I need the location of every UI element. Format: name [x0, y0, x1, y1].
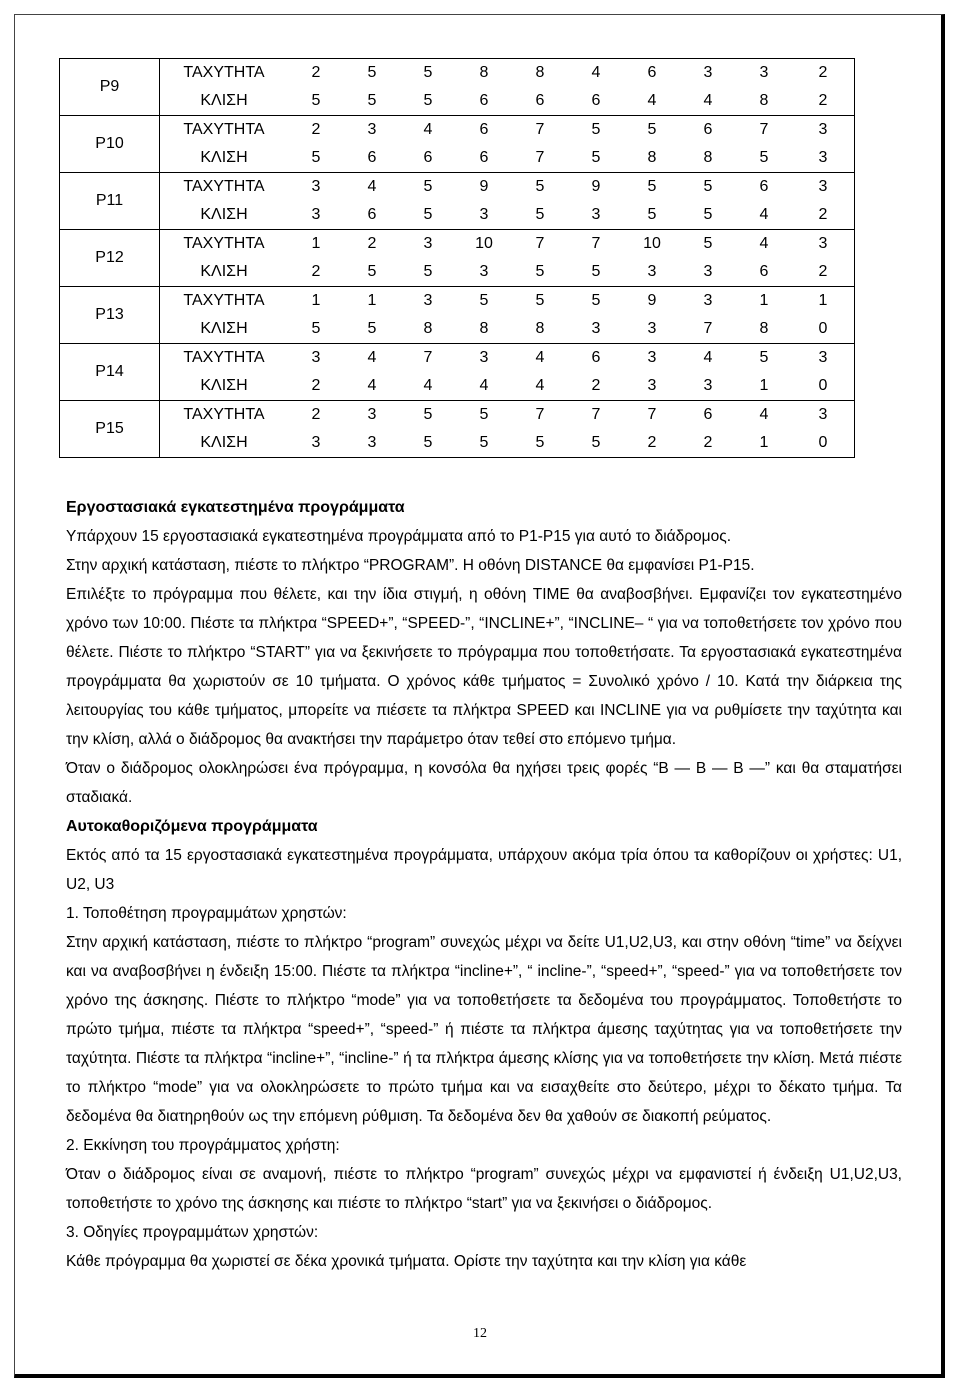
speed-label: ΤΑΧΥΤΗΤΑ — [160, 230, 289, 259]
incline-value: 0 — [792, 372, 855, 401]
speed-value: 6 — [680, 116, 736, 145]
incline-value: 6 — [512, 87, 568, 116]
incline-value: 3 — [456, 258, 512, 287]
page-number: 12 — [473, 1326, 487, 1341]
incline-value: 5 — [400, 87, 456, 116]
speed-value: 2 — [344, 230, 400, 259]
speed-value: 2 — [288, 59, 344, 88]
incline-value: 1 — [736, 372, 792, 401]
incline-label: ΚΛΙΣΗ — [160, 429, 289, 458]
speed-value: 3 — [456, 344, 512, 373]
incline-value: 5 — [568, 144, 624, 173]
speed-value: 3 — [792, 173, 855, 202]
incline-value: 8 — [400, 315, 456, 344]
speed-label: ΤΑΧΥΤΗΤΑ — [160, 116, 289, 145]
incline-value: 3 — [792, 144, 855, 173]
speed-value: 6 — [624, 59, 680, 88]
incline-label: ΚΛΙΣΗ — [160, 87, 289, 116]
table-row — [60, 315, 855, 344]
speed-value: 5 — [400, 59, 456, 88]
paragraph: Όταν ο διάδρομος ολοκληρώσει ένα πρόγραμμα, η κονσόλα θα ηχήσει τρεις φορές “B — B — B —” και θα σταματήσει σταδιακά. — [66, 760, 902, 806]
incline-value: 3 — [680, 258, 736, 287]
program-name: P14 — [60, 344, 160, 401]
speed-value: 5 — [456, 401, 512, 430]
incline-value: 6 — [568, 87, 624, 116]
incline-value: 4 — [680, 87, 736, 116]
incline-value: 1 — [736, 429, 792, 458]
incline-value: 5 — [512, 258, 568, 287]
speed-value: 9 — [456, 173, 512, 202]
incline-label: ΚΛΙΣΗ — [160, 372, 289, 401]
incline-value: 4 — [344, 372, 400, 401]
paragraph: Όταν ο διάδρομος είναι σε αναμονή, πιέστε το πλήκτρο “program” συνεχώς μέχρι να εμφανιστεί ή ένδειξη U1,U2,U3, τοποθετήστε το χρόνο της άσκησης και πιέστε το πλήκτρο “start” για να ξεκινήσει ο διάδρομος. — [66, 1166, 902, 1212]
speed-value: 5 — [512, 287, 568, 316]
incline-value: 5 — [344, 258, 400, 287]
speed-value: 3 — [792, 344, 855, 373]
speed-value: 3 — [680, 59, 736, 88]
speed-label: ΤΑΧΥΤΗΤΑ — [160, 287, 289, 316]
table-row — [60, 258, 855, 287]
incline-value: 8 — [736, 315, 792, 344]
paragraph: Κάθε πρόγραμμα θα χωριστεί σε δέκα χρονικά τμήματα. Ορίστε την ταχύτητα και την κλίση για κάθε — [66, 1253, 747, 1270]
speed-value: 6 — [736, 173, 792, 202]
factory-programs-heading: Εργοστασιακά εγκατεστημένα προγράμματα — [66, 499, 405, 516]
speed-value: 1 — [736, 287, 792, 316]
list-item: 2. Εκκίνηση του προγράμματος χρήστη: — [66, 1137, 340, 1154]
incline-value: 5 — [568, 429, 624, 458]
incline-value: 4 — [624, 87, 680, 116]
incline-value: 2 — [624, 429, 680, 458]
incline-value: 0 — [792, 429, 855, 458]
speed-value: 3 — [400, 230, 456, 259]
table-row — [60, 87, 855, 116]
speed-value: 3 — [288, 344, 344, 373]
incline-value: 8 — [680, 144, 736, 173]
incline-value: 4 — [456, 372, 512, 401]
incline-value: 5 — [680, 201, 736, 230]
speed-value: 7 — [512, 116, 568, 145]
incline-value: 2 — [792, 258, 855, 287]
incline-value: 2 — [792, 201, 855, 230]
speed-value: 7 — [568, 401, 624, 430]
speed-value: 2 — [288, 116, 344, 145]
speed-value: 3 — [792, 116, 855, 145]
speed-value: 3 — [288, 173, 344, 202]
speed-value: 2 — [792, 59, 855, 88]
speed-value: 5 — [344, 59, 400, 88]
speed-value: 9 — [624, 287, 680, 316]
incline-value: 4 — [512, 372, 568, 401]
incline-value: 7 — [512, 144, 568, 173]
speed-value: 3 — [680, 287, 736, 316]
incline-value: 0 — [792, 315, 855, 344]
speed-value: 9 — [568, 173, 624, 202]
table-row — [60, 144, 855, 173]
speed-value: 7 — [512, 230, 568, 259]
incline-value: 3 — [568, 201, 624, 230]
incline-value: 3 — [344, 429, 400, 458]
incline-value: 2 — [792, 87, 855, 116]
speed-value: 7 — [400, 344, 456, 373]
speed-value: 5 — [568, 287, 624, 316]
incline-value: 3 — [288, 201, 344, 230]
incline-value: 5 — [400, 201, 456, 230]
program-name: P12 — [60, 230, 160, 287]
list-item: 1. Τοποθέτηση προγραμμάτων χρηστών: — [66, 905, 347, 922]
speed-label: ΤΑΧΥΤΗΤΑ — [160, 401, 289, 430]
incline-value: 3 — [456, 201, 512, 230]
incline-value: 4 — [400, 372, 456, 401]
speed-label: ΤΑΧΥΤΗΤΑ — [160, 173, 289, 202]
speed-value: 7 — [512, 401, 568, 430]
speed-value: 1 — [344, 287, 400, 316]
table-row — [60, 230, 855, 259]
speed-value: 5 — [624, 116, 680, 145]
speed-value: 8 — [456, 59, 512, 88]
paragraph: Επιλέξτε το πρόγραμμα που θέλετε, και την ίδια στιγμή, η οθόνη TIME θα αναβοσβήνει. Εμφανίζει τον εγκατεστημένο χρόνο των 10:00. Πιέστε τα πλήκτρα “SPEED+”, “SPEED-”, “INCLINE+”, “INCLINE– “ για να τοποθετήσετε τον χρόνο που θέλετε. Πιέστε το πλήκτρο “START” για να ξεκινήσετε το πρόγραμμα που τοποθετήσατε. Τα εργοστασιακά εγκατεστημένα προγράμματα θα χωριστούν σε 10 τμήματα. Ο χρόνος κάθε τμήματος = Συνολικό χρόνο / 10. Κατά την διάρκεια της λειτουργίας του κάθε τμήματος, μπορείτε να πιέσετε τα πλήκτρα SPEED και INCLINE για να ρυθμίσετε την ταχύτητα και την κλίση, αλλά ο διάδρομος θα ανακτήσει την παράμετρο όταν τεθεί στο επόμενο τμήμα. — [66, 586, 902, 748]
speed-value: 4 — [344, 344, 400, 373]
speed-value: 6 — [568, 344, 624, 373]
incline-value: 5 — [288, 87, 344, 116]
speed-value: 4 — [400, 116, 456, 145]
paragraph: Υπάρχουν 15 εργοστασιακά εγκατεστημένα προγράμματα από το P1-P15 για αυτό το διάδρομος. — [66, 528, 731, 545]
paragraph: Στην αρχική κατάσταση, πιέστε το πλήκτρο “program” συνεχώς μέχρι να δείτε U1,U2,U3, και στην οθόνη “time” να δείχνει και να αναβοσβήνει η ένδειξη 15:00. Πιέστε τα πλήκτρα “incline+”, “ incline-”, “speed+”, “speed-” για να τοποθετήσετε τον χρόνο της άσκησης. Πιέστε το πλήκτρο “mode” για να τοποθετήσετε τα δεδομένα του προγράμματος. Τοποθετήστε το πρώτο τμήμα, πιέστε τα πλήκτρα “speed+”, “speed-” ή πιέστε τα πλήκτρα άμεσης ταχύτητας για να τοποθετήσετε την ταχύτητα. Πιέστε τα πλήκτρα “incline+”, “incline-” ή τα πλήκτρα άμεσης κλίσης για να τοποθετήσετε την κλίση. Μετά πιέστε το πλήκτρο “mode” για να ολοκληρώσετε το πρώτο τμήμα και να εισαχθείτε στο δεύτερο, μέχρι το δέκατο τμήμα. Τα δεδομένα θα διατηρηθούν ως την επόμενη ρύθμιση. Τα δεδομένα δεν θα χαθούν σε διακοπή ρεύματος. — [66, 934, 902, 1125]
speed-label: ΤΑΧΥΤΗΤΑ — [160, 344, 289, 373]
paragraph: Στην αρχική κατάσταση, πιέστε το πλήκτρο “PROGRAM”. Η οθόνη DISTANCE θα εμφανίσει P1-P15. — [66, 557, 755, 574]
speed-value: 3 — [400, 287, 456, 316]
incline-value: 5 — [400, 258, 456, 287]
incline-value: 8 — [512, 315, 568, 344]
incline-value: 7 — [680, 315, 736, 344]
program-name: P15 — [60, 401, 160, 458]
incline-label: ΚΛΙΣΗ — [160, 201, 289, 230]
speed-value: 3 — [736, 59, 792, 88]
incline-value: 2 — [288, 372, 344, 401]
speed-value: 3 — [344, 116, 400, 145]
incline-value: 5 — [512, 429, 568, 458]
factory-programs-section — [66, 493, 902, 1276]
incline-label: ΚΛΙΣΗ — [160, 315, 289, 344]
table-row — [60, 372, 855, 401]
incline-value: 5 — [344, 87, 400, 116]
speed-value: 5 — [736, 344, 792, 373]
speed-value: 7 — [736, 116, 792, 145]
table-row — [60, 344, 855, 373]
incline-value: 6 — [344, 201, 400, 230]
speed-value: 1 — [288, 230, 344, 259]
speed-value: 6 — [680, 401, 736, 430]
program-table — [59, 58, 855, 458]
speed-value: 5 — [456, 287, 512, 316]
table-row — [60, 287, 855, 316]
user-programs-heading: Αυτοκαθοριζόμενα προγράμματα — [66, 818, 318, 835]
program-name: P10 — [60, 116, 160, 173]
table-row — [60, 59, 855, 88]
incline-value: 8 — [624, 144, 680, 173]
incline-value: 6 — [456, 87, 512, 116]
incline-value: 3 — [288, 429, 344, 458]
incline-value: 5 — [288, 315, 344, 344]
list-item: 3. Οδηγίες προγραμμάτων χρηστών: — [66, 1224, 319, 1241]
incline-value: 3 — [624, 315, 680, 344]
incline-value: 6 — [736, 258, 792, 287]
incline-value: 6 — [344, 144, 400, 173]
speed-value: 2 — [288, 401, 344, 430]
incline-value: 5 — [624, 201, 680, 230]
incline-value: 2 — [568, 372, 624, 401]
incline-value: 3 — [624, 258, 680, 287]
speed-value: 5 — [512, 173, 568, 202]
incline-value: 5 — [344, 315, 400, 344]
speed-value: 8 — [512, 59, 568, 88]
speed-value: 5 — [568, 116, 624, 145]
speed-value: 5 — [680, 173, 736, 202]
incline-value: 5 — [512, 201, 568, 230]
incline-value: 6 — [400, 144, 456, 173]
speed-value: 7 — [624, 401, 680, 430]
incline-label: ΚΛΙΣΗ — [160, 144, 289, 173]
incline-value: 5 — [400, 429, 456, 458]
incline-value: 2 — [288, 258, 344, 287]
table-row — [60, 173, 855, 202]
speed-label: ΤΑΧΥΤΗΤΑ — [160, 59, 289, 88]
incline-value: 8 — [736, 87, 792, 116]
incline-value: 3 — [624, 372, 680, 401]
speed-value: 4 — [680, 344, 736, 373]
program-name: P13 — [60, 287, 160, 344]
speed-value: 5 — [400, 401, 456, 430]
table-row — [60, 429, 855, 458]
incline-value: 4 — [736, 201, 792, 230]
incline-value: 6 — [456, 144, 512, 173]
speed-value: 4 — [512, 344, 568, 373]
incline-value: 5 — [288, 144, 344, 173]
incline-value: 5 — [736, 144, 792, 173]
speed-value: 7 — [568, 230, 624, 259]
program-name: P11 — [60, 173, 160, 230]
speed-value: 5 — [400, 173, 456, 202]
incline-value: 5 — [456, 429, 512, 458]
incline-value: 3 — [680, 372, 736, 401]
incline-value: 3 — [568, 315, 624, 344]
speed-value: 4 — [736, 230, 792, 259]
speed-value: 5 — [680, 230, 736, 259]
incline-value: 2 — [680, 429, 736, 458]
speed-value: 10 — [624, 230, 680, 259]
speed-value: 5 — [624, 173, 680, 202]
speed-value: 3 — [624, 344, 680, 373]
incline-value: 8 — [456, 315, 512, 344]
speed-value: 4 — [568, 59, 624, 88]
speed-value: 3 — [344, 401, 400, 430]
paragraph: Εκτός από τα 15 εργοστασιακά εγκατεστημένα προγράμματα, υπάρχουν ακόμα τρία όπου τα καθορίζουν οι χρήστες: U1, U2, U3 — [66, 847, 902, 893]
speed-value: 4 — [344, 173, 400, 202]
speed-value: 6 — [456, 116, 512, 145]
table-row — [60, 116, 855, 145]
speed-value: 1 — [288, 287, 344, 316]
program-name: P9 — [60, 59, 160, 116]
speed-value: 4 — [736, 401, 792, 430]
table-row — [60, 201, 855, 230]
speed-value: 3 — [792, 230, 855, 259]
speed-value: 10 — [456, 230, 512, 259]
speed-value: 1 — [792, 287, 855, 316]
incline-label: ΚΛΙΣΗ — [160, 258, 289, 287]
table-row — [60, 401, 855, 430]
speed-value: 3 — [792, 401, 855, 430]
incline-value: 5 — [568, 258, 624, 287]
